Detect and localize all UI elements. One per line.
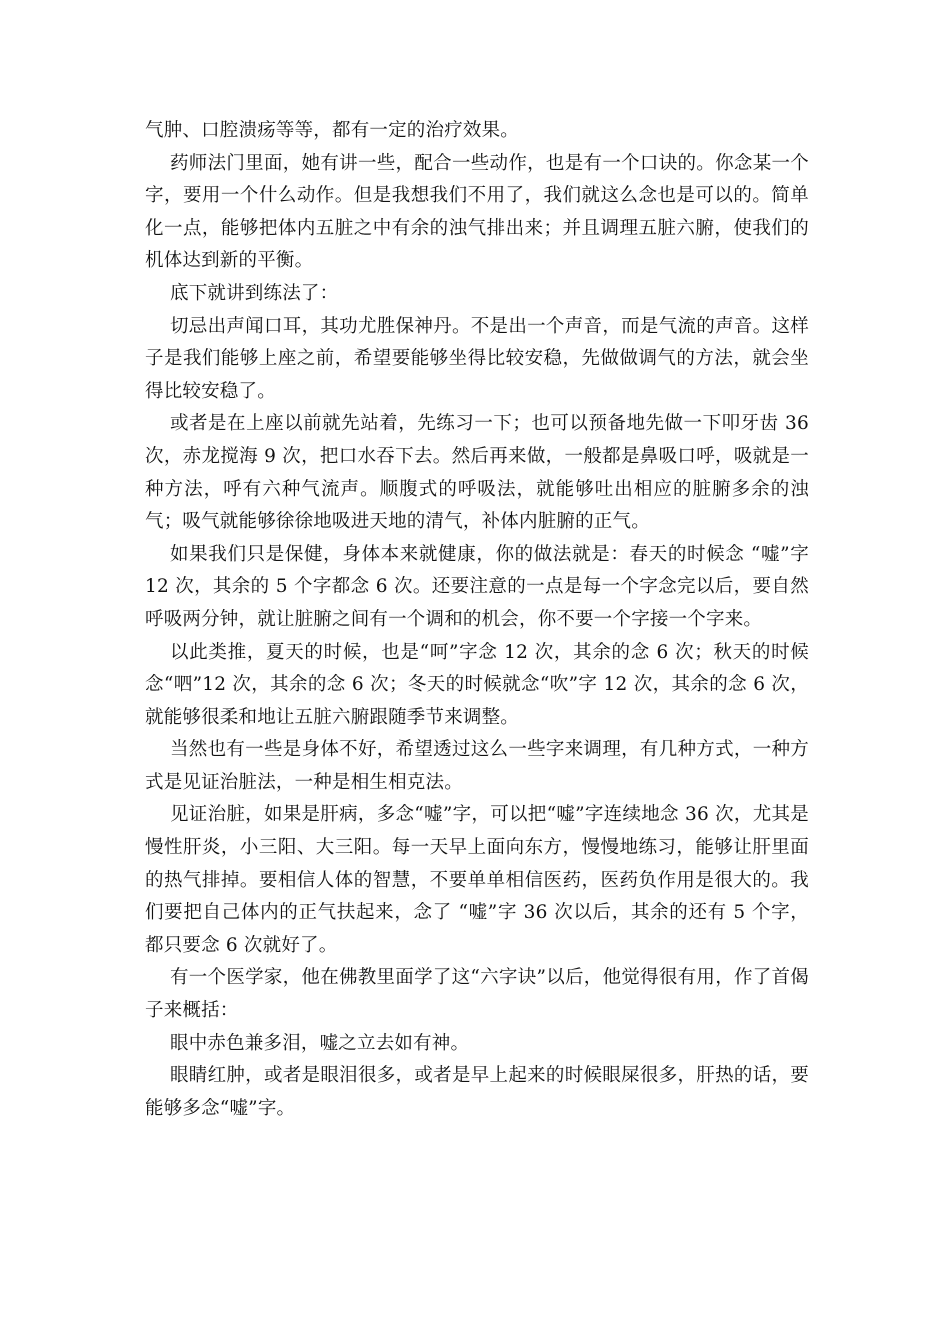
paragraph-10: 有一个医学家，他在佛教里面学了这“六字诀”以后，他觉得很有用，作了首偈子来概括： [145,967,809,1022]
paragraph-5: 或者是在上座以前就先站着，先练习一下；也可以预备地先做一下叩牙齿 36 次，赤龙搅海 9 次，把口水吞下去。然后再来做，一般都是鼻吸口呼，吸就是一种方法，呼有六种气流声。顺腹式的呼吸法，就能够吐出相应的脏腑多余的浊气；吸气就能够徐徐地吸进天地的清气，补体内脏腑的正气。 [145,413,809,533]
verse-line: 眼中赤色兼多泪，嘘之立去如有神。 [170,1032,470,1054]
paragraph-4: 切忌出声闻口耳，其功尤胜保神丹。不是出一个声音，而是气流的声音。这样子是我们能够上座之前，希望要能够坐得比较安稳，先做做调气的方法，就会坐得比较安稳了。 [145,315,809,402]
paragraph-3: 底下就讲到练法了： [170,282,339,304]
paragraph-2: 药师法门里面，她有讲一些，配合一些动作，也是有一个口诀的。你念某一个字，要用一个什么动作。但是我想我们不用了，我们就这么念也是可以的。简单化一点，能够把体内五脏之中有余的浊气排出来；并且调理五脏六腑，使我们的机体达到新的平衡。 [145,152,809,272]
document-page [145,115,809,1125]
paragraph-8: 当然也有一些是身体不好，希望透过这么一些字来调理，有几种方式，一种方式是见证治脏法，一种是相生相克法。 [145,739,809,793]
paragraph-12: 眼睛红肿，或者是眼泪很多，或者是早上起来的时候眼屎很多，肝热的话，要能够多念“嘘”字。 [145,1065,809,1119]
paragraph-7: 以此类推，夏天的时候，也是“呵”字念 12 次，其余的念 6 次；秋天的时候念“呬”12 次，其余的念 6 次；冬天的时候就念“吹”字 12 次，其余的念 6 次，就能够很柔和地让五脏六腑跟随季节来调整。 [145,641,809,728]
paragraph-6: 如果我们只是保健，身体本来就健康，你的做法就是：春天的时候念 “嘘”字 12 次，其余的 5 个字都念 6 次。还要注意的一点是每一个字念完以后，要自然呼吸两分钟，就让脏腑之间有一个调和的机会，你不要一个字接一个字来。 [145,543,809,630]
paragraph-1: 气肿、口腔溃疡等等，都有一定的治疗效果。 [145,120,520,141]
paragraph-9: 见证治脏，如果是肝病，多念“嘘”字，可以把“嘘”字连续地念 36 次，尤其是慢性肝炎，小三阳、大三阳。每一天早上面向东方，慢慢地练习，能够让肝里面的热气排掉。要相信人体的智慧，不要单单相信医药，医药负作用是很大的。我们要把自己体内的正气扶起来，念了 “嘘”字 36 次以后，其余的还有 5 个字，都只要念 6 次就好了。 [145,804,809,956]
